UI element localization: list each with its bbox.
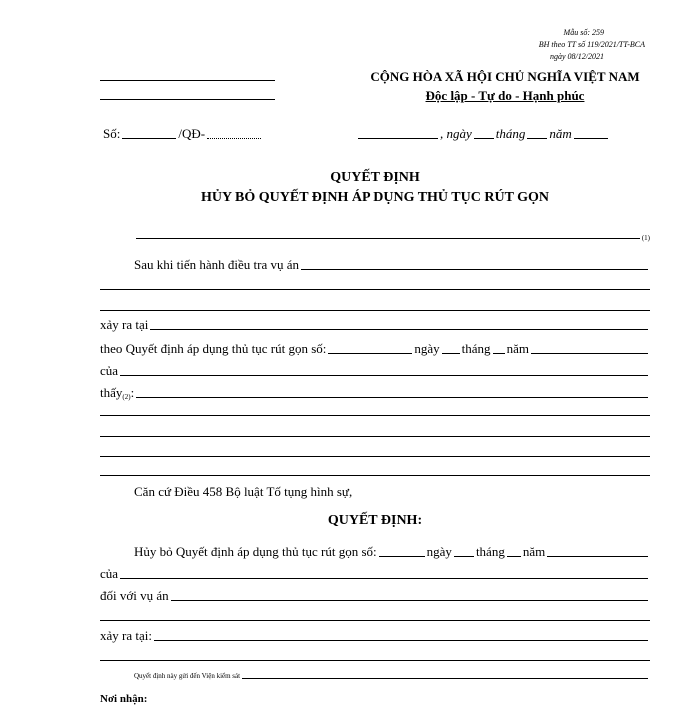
cancel-thang: tháng [475, 544, 505, 559]
reason-line-2 [100, 436, 650, 437]
case-label: đối với vụ án [100, 588, 169, 603]
doc-number-prefix: Số: [103, 126, 121, 141]
cua-blank [120, 375, 648, 376]
case-line-2 [100, 310, 650, 311]
date-thang: tháng [495, 126, 526, 141]
cua2-label: của [100, 566, 119, 581]
cancel-month [507, 556, 521, 557]
intro-row [134, 257, 650, 273]
per-decision-label: theo Quyết định áp dụng thủ tục rút gọn số: [100, 341, 327, 356]
agency-line-2 [100, 99, 275, 100]
thay-label: thấy [100, 385, 123, 400]
case-row [100, 588, 650, 604]
send-blank [242, 678, 648, 679]
document-subtitle: HỦY BỎ QUYẾT ĐỊNH ÁP DỤNG THỦ TỤC RÚT GỌN [200, 190, 550, 205]
per-decision-month [493, 353, 505, 354]
send-note: Quyết định này gửi đến Viện kiểm sát [134, 672, 241, 680]
occurred2-row [100, 628, 650, 644]
occurred-row [100, 317, 650, 333]
thay-colon: : [130, 385, 135, 400]
occurred2-label: xảy ra tại: [100, 628, 152, 643]
cancel-label: Hủy bỏ Quyết định áp dụng thủ tục rút gọn số: [134, 544, 377, 559]
recipients-label: Nơi nhận: [100, 693, 148, 705]
nation-title: CỘNG HÒA XÃ HỘI CHỦ NGHĨA VIỆT NAM [370, 69, 640, 84]
legal-basis: Căn cứ Điều 458 Bộ luật Tố tụng hình sự, [134, 484, 353, 499]
authority-blank [136, 238, 640, 239]
year-blank [574, 138, 608, 139]
cua2-blank [120, 578, 648, 579]
decision-heading: QUYẾT ĐỊNH: [327, 513, 423, 528]
cancel-year [547, 556, 648, 557]
reason-line-4 [100, 475, 650, 476]
thay-blank [136, 397, 648, 398]
per-decision-day [442, 353, 460, 354]
place-blank [358, 138, 438, 139]
cua-label: của [100, 363, 119, 378]
agency-line-1 [100, 80, 275, 81]
doc-number-row [103, 126, 283, 142]
form-issued-under: BH theo TT số 119/2021/TT-BCA [538, 40, 645, 49]
cua2-row [100, 566, 650, 582]
cancel-number-blank [379, 556, 425, 557]
send-row [134, 672, 650, 680]
case-line-1 [100, 289, 650, 290]
per-decision-thang: tháng [461, 341, 491, 356]
intro-text: Sau khi tiến hành điều tra vụ án [134, 257, 299, 272]
reason-line-1 [100, 415, 650, 416]
footnote-2: (2) [122, 393, 131, 401]
cancel-ngay: ngày [426, 544, 452, 559]
occurred2-extra-line [100, 660, 650, 661]
doc-date-row [356, 126, 636, 142]
doc-number-code: /QĐ- [178, 126, 206, 141]
intro-blank [301, 269, 648, 270]
document-title: QUYẾT ĐỊNH [330, 170, 420, 185]
cancel-day [454, 556, 474, 557]
form-number: Mẫu số: 259 [563, 28, 604, 37]
motto: Độc lập - Tự do - Hạnh phúc [425, 88, 585, 103]
cua-row [100, 363, 650, 379]
per-decision-nam: năm [506, 341, 529, 356]
date-nam: năm [549, 126, 572, 141]
form-issued-date: ngày 08/12/2021 [550, 52, 604, 61]
per-decision-blank [328, 353, 412, 354]
day-blank [474, 138, 494, 139]
occurred-blank [150, 329, 648, 330]
doc-code-blank [207, 138, 261, 139]
occurred2-blank [154, 640, 648, 641]
date-ngay: , ngày [440, 126, 472, 141]
case-blank [171, 600, 648, 601]
per-decision-row [100, 341, 650, 357]
footnote-1: (1) [641, 234, 650, 242]
reason-line-3 [100, 456, 650, 457]
cancel-row [134, 544, 650, 560]
occurred-label: xảy ra tại [100, 317, 149, 332]
per-decision-year [531, 353, 648, 354]
cancel-nam: năm [522, 544, 546, 559]
month-blank [527, 138, 547, 139]
doc-number-blank [122, 138, 176, 139]
per-decision-ngay: ngày [414, 341, 440, 356]
case-extra-line [100, 620, 650, 621]
thay-row [100, 385, 650, 401]
authority-line [134, 234, 650, 242]
